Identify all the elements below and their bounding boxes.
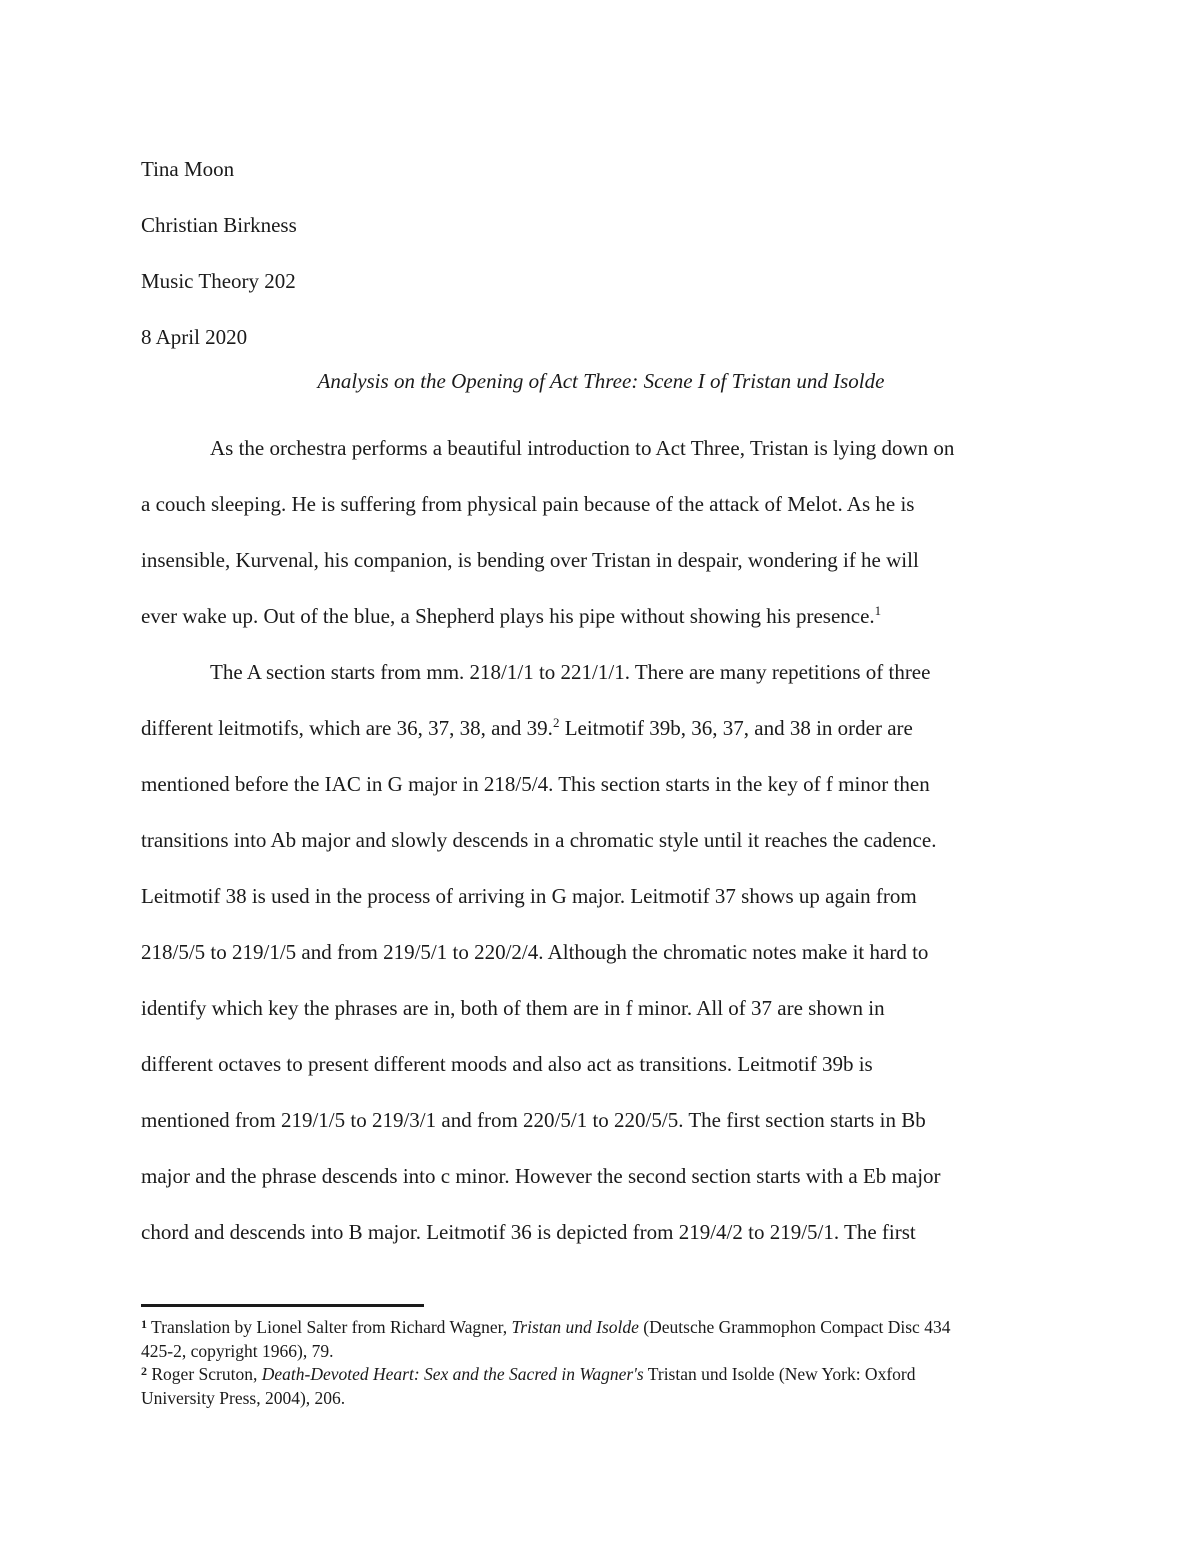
body-line: different octaves to present different moods and also act as transitions. Leitmotif 39b is [141,1052,873,1076]
body-line [141,588,1061,644]
body-line: mentioned before the IAC in G major in 218/5/4. This section starts in the key of f minor then [141,772,930,796]
footnote-title: Tristan und Isolde [511,1317,639,1337]
footnote-1-continued: 425-2, copyright 1966), 79. [141,1340,334,1361]
body-line: The A section starts from mm. 218/1/1 to 221/1/1. There are many repetitions of three [210,660,931,684]
footnote-title: Death-Devoted Heart: Sex and the Sacred in Wagner's [261,1364,644,1384]
body-text [141,420,1061,1260]
footnote-number: 1 [141,1317,147,1331]
course-name: Music Theory 202 [141,269,296,293]
footnote-text: (Deutsche Grammophon Compact Disc 434 [638,1317,951,1337]
author-name: Tina Moon [141,157,235,181]
footnote-ref-1: 1 [874,603,882,618]
footnote-ref-2: 2 [552,715,560,730]
body-line-text: different leitmotifs, which are 36, 37, 38, and 39. [141,716,553,740]
footnote-number: 2 [141,1364,147,1378]
body-line: identify which key the phrases are in, both of them are in f minor. All of 37 are shown in [141,996,885,1020]
body-line: insensible, Kurvenal, his companion, is bending over Tristan in despair, wondering if he will [141,548,919,572]
body-line: a couch sleeping. He is suffering from physical pain because of the attack of Melot. As he is [141,492,915,516]
footnote-1 [141,1316,1061,1340]
body-line: Leitmotif 38 is used in the process of arriving in G major. Leitmotif 37 shows up again from [141,884,917,908]
footnote-2-continued: University Press, 2004), 206. [141,1387,346,1408]
body-line-text: ever wake up. Out of the blue, a Shepherd plays his pipe without showing his presence. [141,604,875,628]
body-line [141,700,1061,756]
mla-heading [141,141,297,365]
instructor-name: Christian Birkness [141,213,297,237]
footnote-separator [141,1304,424,1307]
body-line-text: Leitmotif 39b, 36, 37, and 38 in order are [559,716,913,740]
paper-title: Analysis on the Opening of Act Three: Scene I of Tristan und Isolde [317,369,885,393]
body-line: As the orchestra performs a beautiful introduction to Act Three, Tristan is lying down on [210,436,955,460]
footnotes [141,1316,1061,1410]
paper-date: 8 April 2020 [141,325,248,349]
body-line: 218/5/5 to 219/1/5 and from 219/5/1 to 220/2/4. Although the chromatic notes make it hard to [141,940,929,964]
footnote-text: Roger Scruton, [147,1364,262,1384]
body-line: mentioned from 219/1/5 to 219/3/1 and from 220/5/1 to 220/5/5. The first section starts in Bb [141,1108,926,1132]
body-line: transitions into Ab major and slowly descends in a chromatic style until it reaches the cadence. [141,828,937,852]
footnote-text: Translation by Lionel Salter from Richard Wagner, [147,1317,512,1337]
footnote-text: Tristan und Isolde (New York: Oxford [643,1364,916,1384]
body-line: chord and descends into B major. Leitmotif 36 is depicted from 219/4/2 to 219/5/1. The first [141,1220,916,1244]
body-line: major and the phrase descends into c minor. However the second section starts with a Eb major [141,1164,941,1188]
footnote-2 [141,1363,1061,1387]
